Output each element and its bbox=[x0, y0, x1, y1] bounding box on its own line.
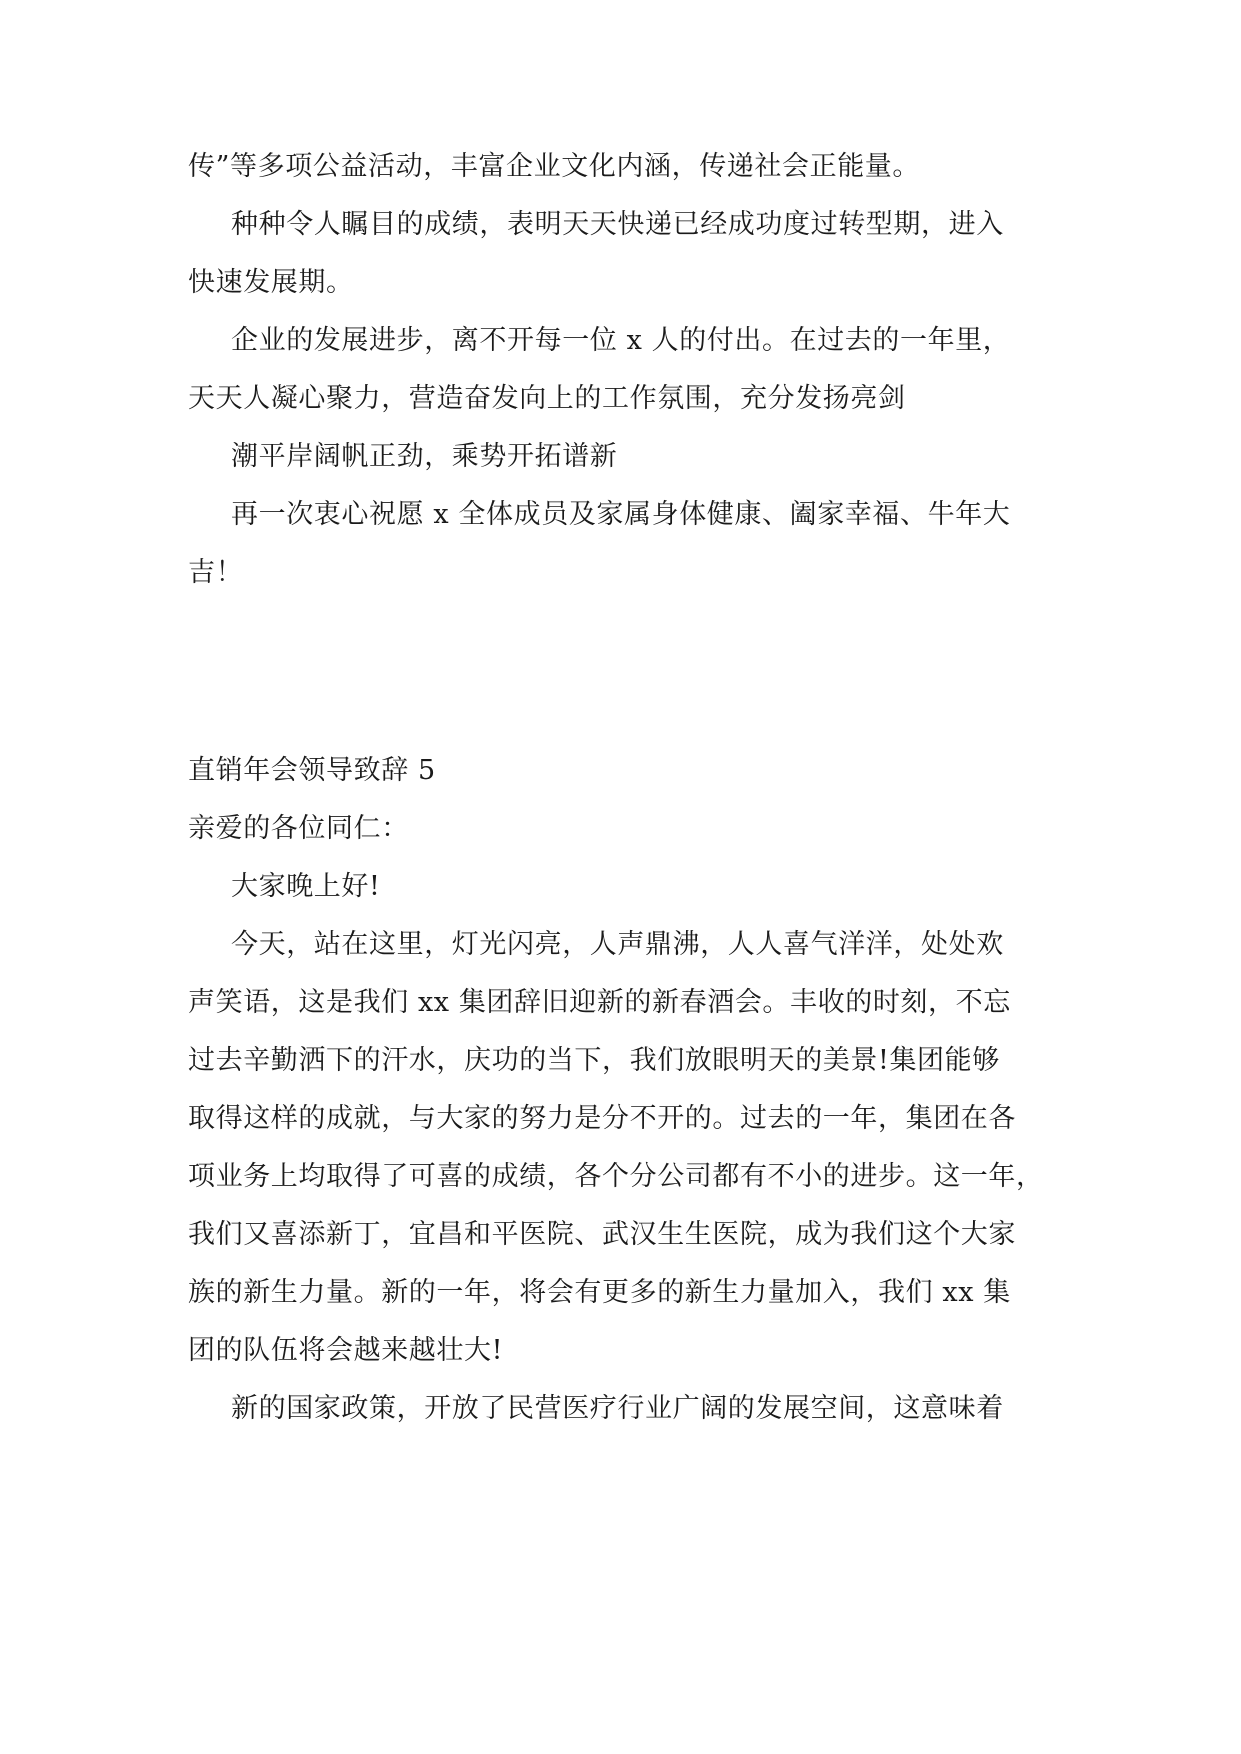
paragraph-line: 取得这样的成就，与大家的努力是分不开的。过去的一年，集团在各 bbox=[188, 1103, 1016, 1134]
paragraph-line: 传”等多项公益活动，丰富企业文化内涵，传递社会正能量。 bbox=[188, 151, 921, 182]
paragraph-line: 我们又喜添新丁，宜昌和平医院、武汉生生医院，成为我们这个大家 bbox=[188, 1219, 1016, 1250]
paragraph-line: 企业的发展进步，离不开每一位 x 人的付出。在过去的一年里， bbox=[231, 325, 1011, 356]
paragraph-line: 大家晚上好! bbox=[231, 871, 381, 902]
paragraph-line: 吉！ bbox=[188, 557, 244, 588]
paragraph-line: 声笑语，这是我们 xx 集团辞旧迎新的新春酒会。丰收的时刻，不忘 bbox=[188, 987, 1011, 1018]
paragraph-line: 新的国家政策，开放了民营医疗行业广阔的发展空间，这意味着 bbox=[231, 1393, 1004, 1424]
paragraph-line: 再一次衷心祝愿 x 全体成员及家属身体健康、阖家幸福、牛年大 bbox=[231, 499, 1011, 530]
paragraph-line: 项业务上均取得了可喜的成绩，各个分公司都有不小的进步。这一年， bbox=[188, 1161, 1044, 1192]
paragraph-line: 种种令人瞩目的成绩，表明天天快递已经成功度过转型期，进入 bbox=[231, 209, 1004, 240]
paragraph-line: 天天人凝心聚力，营造奋发向上的工作氛围，充分发扬亮剑 bbox=[188, 383, 906, 414]
paragraph-line: 团的队伍将会越来越壮大! bbox=[188, 1335, 504, 1366]
paragraph-line: 过去辛勤洒下的汗水，庆功的当下，我们放眼明天的美景!集团能够 bbox=[188, 1045, 1000, 1076]
paragraph-line: 今天，站在这里，灯光闪亮，人声鼎沸，人人喜气洋洋，处处欢 bbox=[231, 929, 1004, 960]
paragraph-line: 潮平岸阔帆正劲，乘势开拓谱新 bbox=[231, 441, 618, 472]
section-title: 直销年会领导致辞 5 bbox=[188, 755, 436, 786]
greeting: 亲爱的各位同仁： bbox=[188, 813, 409, 844]
paragraph-line: 族的新生力量。新的一年，将会有更多的新生力量加入，我们 xx 集 bbox=[188, 1277, 1011, 1308]
paragraph-line: 快速发展期。 bbox=[188, 267, 354, 298]
